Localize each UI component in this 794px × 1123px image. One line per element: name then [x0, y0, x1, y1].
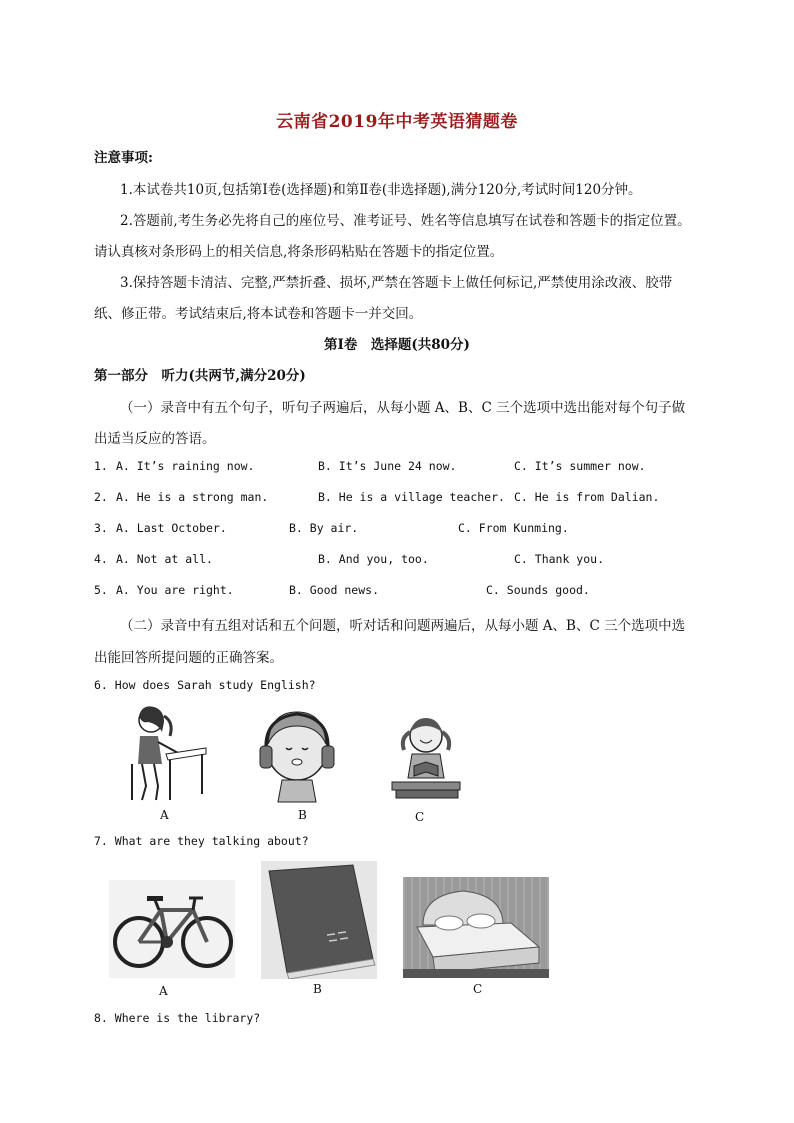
- sub1-line2: 出适当反应的答语。: [94, 431, 216, 447]
- q8-text: 8. Where is the library?: [94, 1011, 261, 1025]
- q5-option-a: A. You are right.: [116, 583, 234, 597]
- page-title: 云南省2019年中考英语猜题卷: [276, 112, 518, 132]
- q6-text: 6. How does Sarah study English?: [94, 678, 316, 692]
- q4-num: 4.: [94, 552, 108, 566]
- sub2-line2: 出能回答所提问题的正确答案。: [94, 650, 283, 666]
- q3-option-b: B. By air.: [289, 521, 359, 535]
- q1-option-a: A. It’s raining now.: [116, 459, 255, 473]
- q6-label-b: B: [298, 808, 307, 822]
- q2-num: 2.: [94, 490, 108, 504]
- q6-label-c: C: [415, 810, 425, 824]
- q2-option-a: A. He is a strong man.: [116, 490, 269, 504]
- q1-option-b: B. It’s June 24 now.: [318, 459, 457, 473]
- part-title: 第一部分 听力(共两节,满分20分): [94, 368, 306, 384]
- q3-option-a: A. Last October.: [116, 521, 227, 535]
- q2-option-c: C. He is from Dalian.: [514, 490, 660, 504]
- q7-label-b: B: [313, 982, 322, 996]
- section-title: 第Ⅰ卷 选择题(共80分): [324, 337, 470, 353]
- girl-reading-book-image: [386, 712, 466, 804]
- sub2-line1: （二）录音中有五组对话和五个问题，听对话和问题两遍后，从每小题 A、B、C 三个选项中选: [120, 618, 686, 634]
- notice-p2a: 2.答题前,考生务必先将自己的座位号、准考证号、姓名等信息填写在试卷和答题卡的指定位置。: [120, 213, 691, 229]
- notice-heading: 注意事项:: [94, 150, 153, 166]
- q3-option-c: C. From Kunming.: [458, 521, 569, 535]
- book-image: [261, 861, 377, 979]
- q7-text: 7. What are they talking about?: [94, 834, 309, 848]
- q5-option-b: B. Good news.: [289, 583, 380, 597]
- q5-num: 5.: [94, 583, 108, 597]
- q3-num: 3.: [94, 521, 108, 535]
- bed-image: [403, 877, 549, 978]
- q5-option-c: C. Sounds good.: [486, 583, 590, 597]
- q6-label-a: A: [160, 808, 169, 822]
- q7-label-c: C: [473, 982, 483, 996]
- girl-with-headphones-image: [258, 704, 336, 804]
- q1-option-c: C. It’s summer now.: [514, 459, 646, 473]
- girl-writing-at-desk-image: [118, 702, 208, 804]
- bicycle-image: [109, 880, 235, 978]
- sub1-line1: （一）录音中有五个句子，听句子两遍后，从每小题 A、B、C 三个选项中选出能对每个句子做: [120, 400, 686, 416]
- q4-option-c: C. Thank you.: [514, 552, 605, 566]
- q2-option-b: B. He is a village teacher.: [318, 490, 505, 504]
- notice-p2b: 请认真核对条形码上的相关信息,将条形码粘贴在答题卡的指定位置。: [94, 244, 504, 260]
- q1-num: 1.: [94, 459, 108, 473]
- notice-p3b: 纸、修正带。考试结束后,将本试卷和答题卡一并交回。: [94, 306, 423, 322]
- q4-option-a: A. Not at all.: [116, 552, 213, 566]
- notice-p3a: 3.保持答题卡清洁、完整,严禁折叠、损坏,严禁在答题卡上做任何标记,严禁使用涂改液、胶带: [120, 275, 673, 291]
- q4-option-b: B. And you, too.: [318, 552, 429, 566]
- q7-label-a: A: [159, 984, 168, 998]
- notice-p1: 1.本试卷共10页,包括第Ⅰ卷(选择题)和第Ⅱ卷(非选择题),满分120分,考试时间120分钟。: [120, 182, 642, 198]
